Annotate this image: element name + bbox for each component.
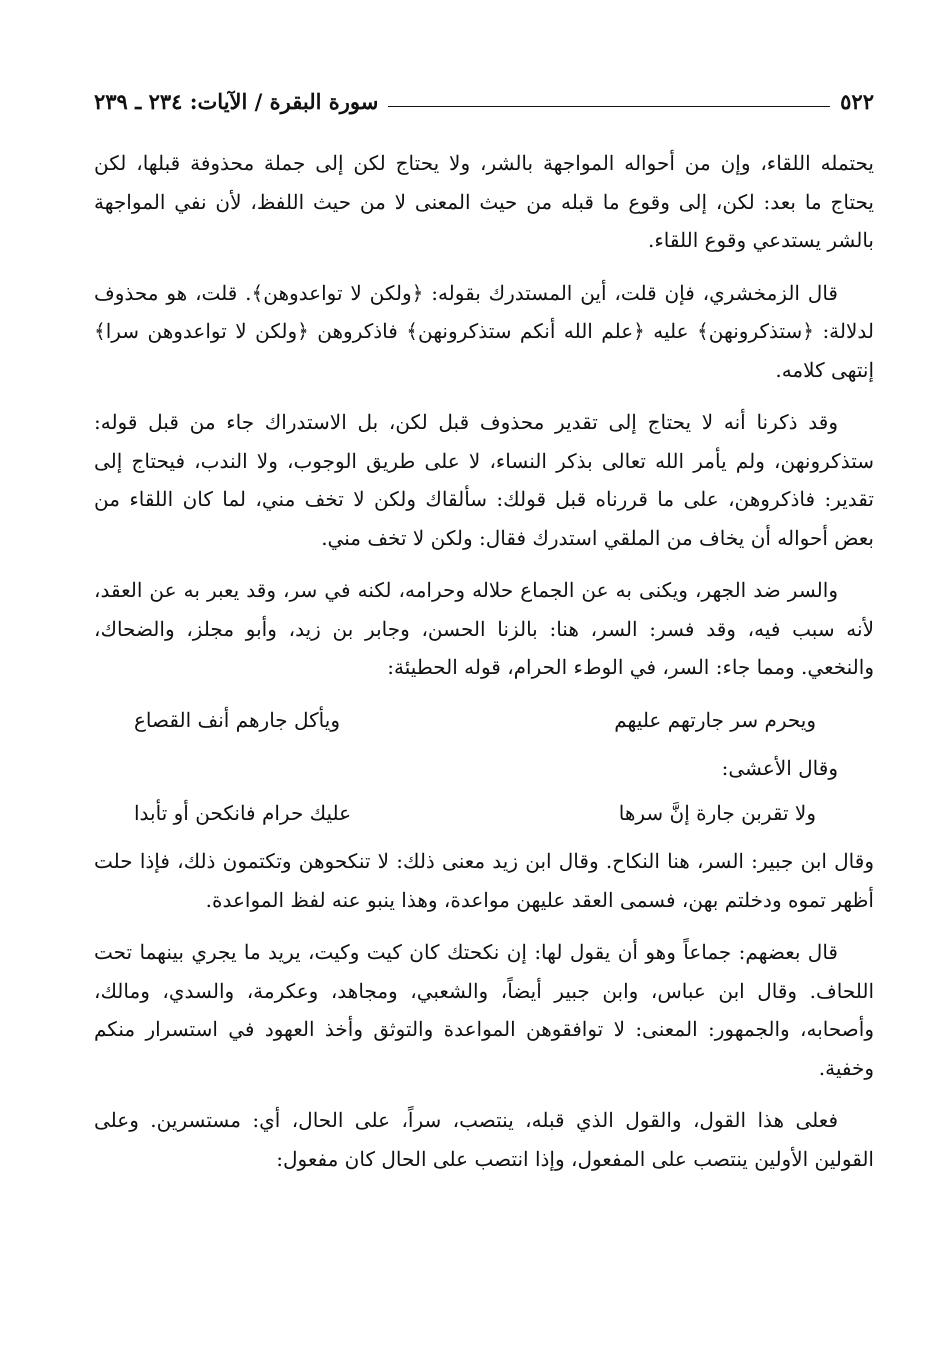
paragraph-1: يحتمله اللقاء، وإن من أحواله المواجهة بالشر، ولا يحتاج لكن إلى جملة محذوفة قبلها، لكن يحتاج ما بعد: لكن، إلى وقوع ما قبله من حيث المعنى لا من حيث اللفظ، لأن نفي المواجهة بالشر يستدعي وقوع اللقاء.	[94, 151, 874, 252]
paragraph-3: وقد ذكرنا أنه لا يحتاج إلى تقدير محذوف قبل لكن، بل الاستدراك جاء من قبل قوله: ستذكرونهن، ولم يأمر الله تعالى بذكر النساء، لا على طريق الوجوب، ولا الندب، فيحتاج إلى تقدير: فاذكروهن، على ما قررناه قبل قولك: سألقاك ولكن لا تخف مني، لما كان اللقاء من بعض أحواله أن يخاف من الملقي استدرك فقال: ولكن لا تخف مني.	[94, 410, 874, 550]
verse-second-hemistich: ويأكل جارهم أنف القصاع	[134, 707, 340, 732]
paragraph-7: فعلى هذا القول، والقول الذي قبله، ينتصب، سراً، على الحال، أي: مستسرين. وعلى القولين الأولين ينتصب على المفعول، وإذا انتصب على الحال كان مفعول:	[94, 1108, 874, 1171]
paragraph-4: والسر ضد الجهر، ويكنى به عن الجماع حلاله وحرامه، لكنه في سر، وقد يعبر به عن العقد، لأنه سبب فيه، وقد فسر: السر، هنا: بالزنا الحسن، وجابر بن زيد، وأبو مجلز، والضحاك، والنخعي. ومما جاء: السر، في الوطء الحرام، قوله الحطيئة:	[94, 578, 874, 679]
paragraph-5: وقال ابن جبير: السر، هنا النكاح. وقال ابن زيد معنى ذلك: لا تنكحوهن وتكتمون ذلك، فإذا حلت أظهر تموه ودخلتم بهن، فسمى العقد عليهن مواعدة، وهذا ينبو عنه لفظ المواعدة.	[94, 849, 874, 912]
label-asha: وقال الأعشى:	[721, 756, 838, 780]
verse-second-hemistich: عليك حرام فانكحن أو تأبدا	[134, 800, 352, 825]
book-page	[94, 80, 874, 1192]
verse-asha	[94, 794, 874, 833]
verse-first-hemistich: ولا تقربن جارة إنَّ سرها	[618, 800, 816, 825]
verse-first-hemistich: ويحرم سر جارتهم عليهم	[614, 707, 816, 732]
header-rule	[388, 106, 830, 107]
page-number: ٥٢٢	[840, 89, 874, 114]
verse-hutayah	[94, 701, 874, 740]
paragraph-6: قال بعضهم: جماعاً وهو أن يقول لها: إن نكحتك كان كيت وكيت، يريد ما يجري بينهما تحت اللحاف. وقال ابن عباس، وابن جبير أيضاً، والشعبي، ومجاهد، وعكرمة، والسدي، ومالك، وأصحابه، والجمهور: المعنى: لا توافقوهن المواعدة والتوثق وأخذ العهود في استسرار منكم وخفية.	[94, 940, 874, 1080]
page-header	[94, 80, 874, 114]
sura-title: سورة البقرة / الآيات: ٢٣٤ ـ ٢٣٩	[94, 89, 379, 114]
paragraph-2: قال الزمخشري، فإن قلت، أين المستدرك بقوله: ﴿ولكن لا تواعدوهن﴾. قلت، هو محذوف لدلالة: ﴿ستذكرونهن﴾ عليه ﴿علم الله أنكم ستذكرونهن﴾ فاذكروهن ﴿ولكن لا تواعدوهن سرا﴾ إنتهى كلامه.	[94, 280, 874, 382]
